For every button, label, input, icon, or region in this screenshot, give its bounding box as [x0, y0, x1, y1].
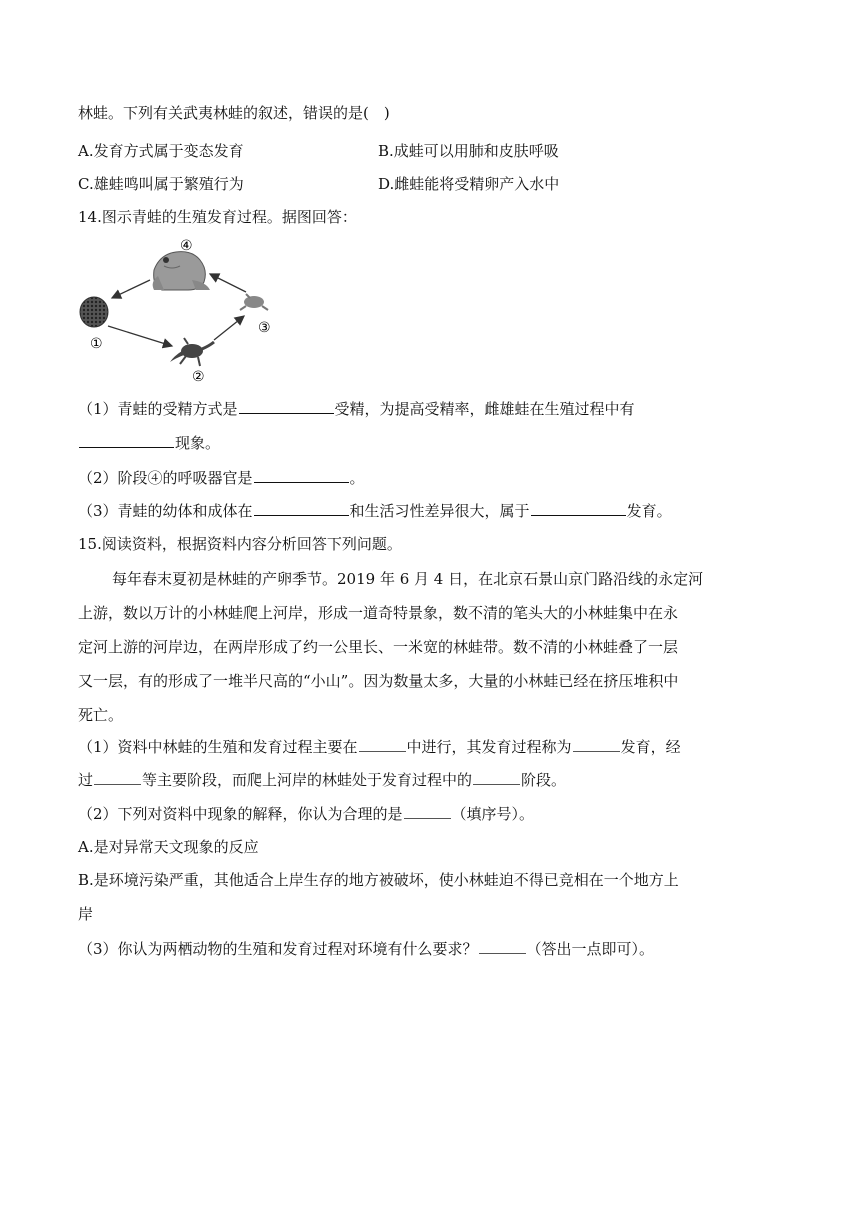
arrow-adult-to-egg: [112, 280, 150, 298]
q15-sub1-text-c: 发育，经: [620, 738, 681, 756]
q15-blank-1[interactable]: [359, 735, 406, 752]
q14-sub1-text-a: （1）青蛙的受精方式是: [78, 400, 238, 418]
arrow-froglet-to-adult: [210, 274, 246, 292]
q15-passage-line-2: 上游，数以万计的小林蛙爬上河岸，形成一道奇特景象，数不清的笔头大的小林蛙集中在永: [78, 604, 679, 622]
arrow-egg-to-tadpole: [108, 326, 172, 346]
q14-sub3-text-b: 和生活习性差异很大，属于: [349, 502, 530, 520]
q13-option-a: A.发育方式属于变态发育: [78, 142, 244, 160]
q15-sub2-text-b: （填序号）。: [451, 805, 535, 823]
tadpole-icon: [170, 338, 214, 366]
q15-passage-line-1: 每年春末夏初是林蛙的产卵季节。2019 年 6 月 4 日，在北京石景山京门路沿线的永定河: [112, 570, 704, 588]
q15-sub1-text-a: （1）资料中林蛙的生殖和发育过程主要在: [78, 738, 358, 756]
q14-blank-3[interactable]: [254, 466, 349, 483]
q15-sub1-text-b: 中进行，其发育过程称为: [406, 738, 572, 756]
q15-passage-line-3: 定河上游的河岸边，在两岸形成了约一公里长、一米宽的林蛙带。数不清的小林蛙叠了一层: [78, 638, 679, 656]
q15-sub3: [78, 937, 654, 960]
q15-option-a: A.是对异常天文现象的反应: [78, 838, 259, 856]
q15-blank-4[interactable]: [473, 768, 520, 785]
q15-blank-5[interactable]: [404, 802, 451, 819]
q15-blank-2[interactable]: [573, 735, 620, 752]
froglet-icon: [240, 294, 268, 310]
stage-label-2: ②: [192, 369, 205, 385]
q15-sub2-text-a: （2）下列对资料中现象的解释，你认为合理的是: [78, 805, 403, 823]
adult-frog-icon: [153, 252, 210, 290]
stage-label-4: ④: [180, 238, 193, 254]
q14-sub1-cont: [78, 431, 220, 454]
q15-sub1: [78, 735, 681, 758]
q14-blank-4[interactable]: [254, 499, 349, 516]
q14-sub1-text-c: 现象。: [175, 434, 221, 452]
q14-blank-2[interactable]: [79, 431, 174, 448]
arrow-tadpole-to-froglet: [214, 316, 244, 340]
q15-sub1-text-e: 等主要阶段，而爬上河岸的林蛙处于发育过程中的: [142, 771, 473, 789]
q14-sub3-text-c: 发育。: [626, 502, 672, 520]
q14-sub1: [78, 397, 635, 420]
q15-passage-line-5: 死亡。: [78, 706, 124, 724]
q15-blank-6[interactable]: [479, 937, 526, 954]
q14-sub3-text-a: （3）青蛙的幼体和成体在: [78, 502, 253, 520]
q14-blank-1[interactable]: [239, 397, 334, 414]
q15-title: 15.阅读资料，根据资料内容分析回答下列问题。: [78, 535, 402, 553]
q14-title: 14.图示青蛙的生殖发育过程。据图回答：: [78, 208, 357, 226]
q15-sub3-text-b: （答出一点即可）。: [526, 940, 655, 958]
q14-blank-5[interactable]: [531, 499, 626, 516]
q15-option-b-cont: 岸: [78, 905, 94, 923]
q15-option-b: B.是环境污染严重，其他适合上岸生存的地方被破坏，使小林蛙迫不得已竞相在一个地方上: [78, 871, 679, 889]
stage-label-1: ①: [90, 336, 103, 352]
q15-passage-line-4: 又一层，有的形成了一堆半尺高的“小山”。因为数量太多，大量的小林蛙已经在挤压堆积中: [78, 672, 679, 690]
q15-sub1-cont: [78, 768, 566, 791]
q13-option-c: C.雄蛙鸣叫属于繁殖行为: [78, 175, 244, 193]
q15-blank-3[interactable]: [94, 768, 141, 785]
q14-sub1-text-b: 受精，为提高受精率，雌雄蛙在生殖过程中有: [334, 400, 635, 418]
q15-sub3-text-a: （3）你认为两栖动物的生殖和发育过程对环境有什么要求？: [78, 940, 478, 958]
q15-sub2: [78, 802, 534, 825]
q14-sub3: [78, 499, 672, 522]
q13-option-d: D.雌蛙能将受精卵产入水中: [378, 175, 560, 193]
q14-sub2: [78, 466, 365, 489]
q15-sub1-text-d: 过: [78, 771, 94, 789]
frog-lifecycle-figure: [74, 236, 284, 386]
q13-stem: 林蛙。下列有关武夷林蛙的叙述，错误的是( ): [78, 104, 390, 122]
q15-sub1-text-f: 阶段。: [521, 771, 567, 789]
q14-sub2-text-b: 。: [349, 469, 365, 487]
q14-sub2-text-a: （2）阶段④的呼吸器官是: [78, 469, 253, 487]
stage-label-3: ③: [258, 320, 271, 336]
q13-option-b: B.成蛙可以用肺和皮肤呼吸: [378, 142, 559, 160]
frog-egg-mass-icon: [80, 297, 108, 327]
